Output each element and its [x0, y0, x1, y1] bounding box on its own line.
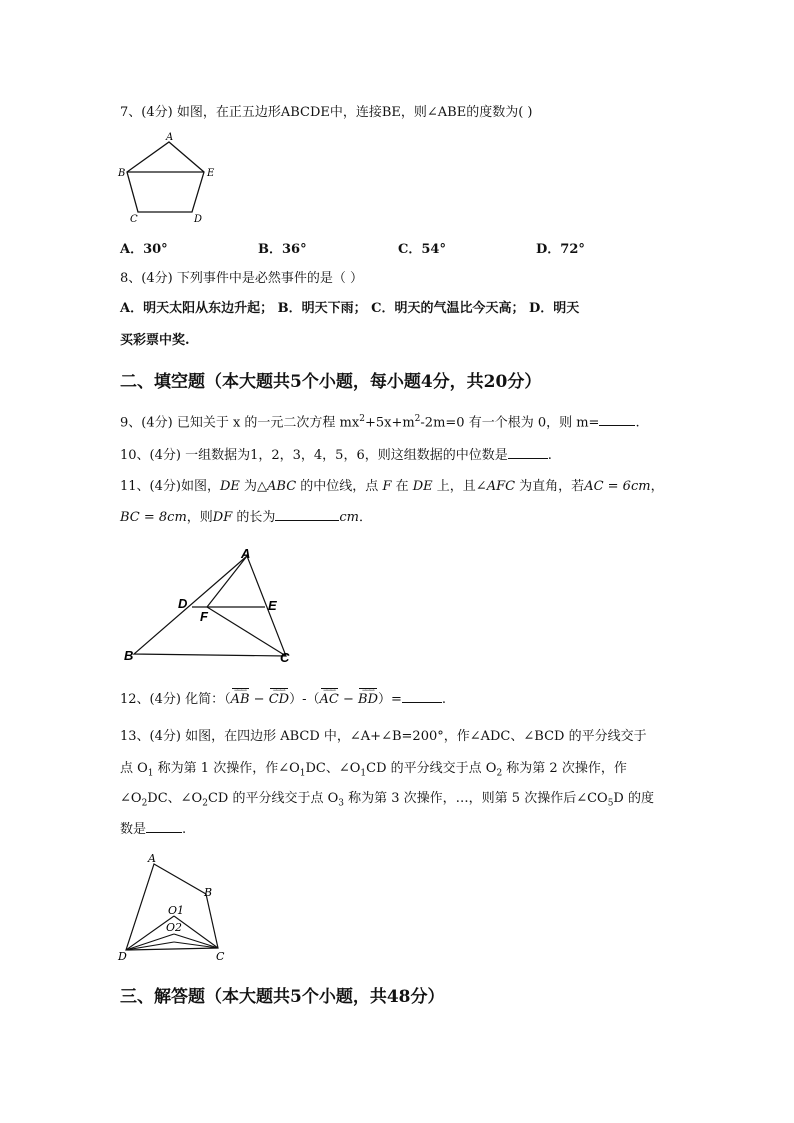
q11-stem-line1 [120, 478, 664, 496]
pentagon-label-d: D [194, 214, 203, 224]
q11-de: DE [219, 479, 240, 494]
q10-text-end: . [547, 448, 552, 463]
q13-line4 [120, 820, 186, 839]
quadrilateral-figure [116, 850, 246, 962]
q11-de2: DE [412, 479, 433, 494]
q11-text-g: 为直角，若 [515, 479, 585, 494]
q12-stem [120, 687, 447, 709]
pentagon-label-a: A [166, 132, 174, 143]
q8-options-line1: A．明天太阳从东边升起； B．明天下雨； C．明天的气温比今天高； D．明天 [120, 301, 580, 316]
q7-option-b: B．36° [258, 242, 307, 257]
q13-l3e: D 的度 [613, 791, 654, 806]
triangle-label-f: F [200, 609, 208, 624]
q13-l2a: 点 O [120, 761, 148, 776]
q12-vector-bd: ⇀⇀⇀ BD [358, 687, 378, 707]
q13-line1: 13、(4分) 如图，在四边形 ABCD 中，∠A+∠B=200°，作∠ADC、∠BCD 的平分线交于 [120, 729, 647, 744]
triangle-label-e: E [268, 598, 277, 613]
q13-l3a: ∠O [120, 791, 142, 806]
pentagon-figure [116, 132, 226, 224]
q11-angle-afc: ∠AFC [475, 479, 516, 494]
q12-answer-blank[interactable] [402, 690, 442, 703]
q10-text: 10、(4分) 一组数据为1，2，3，4，5，6，则这组数据的中位数是 [120, 448, 508, 463]
triangle-label-d: D [178, 596, 188, 611]
q11-unit: cm [339, 510, 359, 525]
triangle-figure [120, 548, 320, 676]
q8-options-line2: 买彩票中奖. [120, 333, 190, 348]
q11-text-d: 在 [391, 479, 413, 494]
q12-minus-1: − [249, 692, 269, 707]
q10-answer-blank[interactable] [508, 446, 548, 459]
q11-text-h: ， [650, 479, 664, 494]
pentagon-label-e: E [207, 168, 215, 179]
section-2-heading: 二、填空题（本大题共5个小题，每小题4分，共20分） [120, 372, 542, 392]
q13-l4end: . [182, 822, 187, 837]
q13-line2: 点 $O_1$ 称为第 1 次操作，作$\angle O_1DC$、$\angle O_1CD$ 的平分线交于点 $O_2$ 称为第 2 次操作，作 [120, 761, 627, 779]
q11-text-c: 的中位线，点 [296, 479, 383, 494]
q13-l2c: DC、∠O [305, 761, 361, 776]
q11-text-j: 的长为 [232, 510, 276, 525]
q12-minus-2: − [338, 692, 359, 707]
q11-bc: BC = 8cm [120, 510, 187, 525]
q8-stem: 8、(4分) 下列事件中是必然事件的是（ ） [120, 271, 363, 286]
quad-label-c: C [216, 950, 225, 962]
quad-label-o2: O2 [166, 921, 183, 934]
q9-stem: 9、(4分) 已知关于 x 的一元二次方程 $mx^2+5x+m^2-2m=0$ 有一个根为 0，则 m= . [120, 414, 640, 431]
q13-l2d: CD 的平分线交于点 O [366, 761, 497, 776]
q9-text-end: . [635, 415, 640, 431]
q7-stem: 7、(4分) 如图，在正五边形ABCDE中，连接BE，则∠ABE的度数为( ) [120, 105, 533, 120]
q13-l3c: CD 的平分线交于点 O [207, 791, 339, 806]
q7-option-d: D．72° [536, 242, 585, 257]
section-3-heading: 三、解答题（本大题共5个小题，共48分） [120, 987, 445, 1007]
q9-text-mid1: +5x+m [364, 415, 415, 431]
triangle-label-c: C [280, 650, 290, 665]
quad-label-a: A [148, 852, 156, 865]
q11-text-i: ，则 [186, 510, 213, 525]
q12-text-post: ）= [378, 692, 402, 707]
q11-text-a: 11、(4分)如图， [120, 479, 220, 494]
q12-vector-cd: ⇀⇀⇀ CD [268, 687, 290, 707]
q11-answer-blank[interactable] [275, 508, 339, 521]
pentagon-label-b: B [118, 168, 126, 179]
q11-text-b: 为 [239, 479, 258, 494]
q13-l2b: 称为第 1 次操作，作∠O [153, 761, 300, 776]
q13-answer-blank[interactable] [146, 820, 182, 833]
q11-text-k: ． [359, 510, 373, 525]
q11-f: F [382, 479, 392, 494]
q11-ac: AC = 6cm [584, 479, 651, 494]
q9-text-mid2: -2m=0 有一个根为 0，则 m= [420, 415, 600, 431]
q7-option-a: A．30° [120, 242, 168, 257]
q9-text-pre: 9、(4分) 已知关于 x 的一元二次方程 mx [120, 415, 360, 431]
quad-label-o1: O1 [168, 904, 185, 917]
triangle-label-b: B [124, 648, 134, 663]
q7-option-c: C．54° [398, 242, 446, 257]
q12-vector-ac: ⇀⇀⇀ AC [319, 687, 339, 707]
q12-text-end: . [441, 692, 447, 707]
triangle-label-a: A [241, 548, 251, 561]
q13-l4: 数是 [120, 822, 147, 837]
q11-stem-line2 [120, 508, 372, 527]
q12-text-mid: ）-（ [289, 692, 320, 707]
q10-stem [120, 446, 552, 465]
q11-df: DF [212, 510, 233, 525]
q13-l3d: 称为第 3 次操作，…，则第 5 次操作后∠CO [343, 791, 608, 806]
quad-label-d: D [118, 950, 127, 962]
q13-l2e: 称为第 2 次操作，作 [502, 761, 627, 776]
q11-triangle: △ABC [257, 479, 297, 494]
quad-label-b: B [204, 886, 213, 899]
q13-l3b: DC、∠O [147, 791, 203, 806]
q12-vector-ab: ⇀⇀⇀ AB [230, 687, 250, 707]
q9-answer-blank[interactable] [599, 413, 635, 426]
q13-line3: $\angle O_2DC$、$\angle O_2CD$ 的平分线交于点 $O_3$ 称为第 3 次操作，…，则第 5 次操作后$\angle CO_5D$ 的度 [120, 791, 654, 809]
q11-text-e: 上，且 [432, 479, 476, 494]
pentagon-label-c: C [130, 214, 138, 224]
q12-text-pre: 12、(4分) 化简：（ [120, 692, 231, 707]
